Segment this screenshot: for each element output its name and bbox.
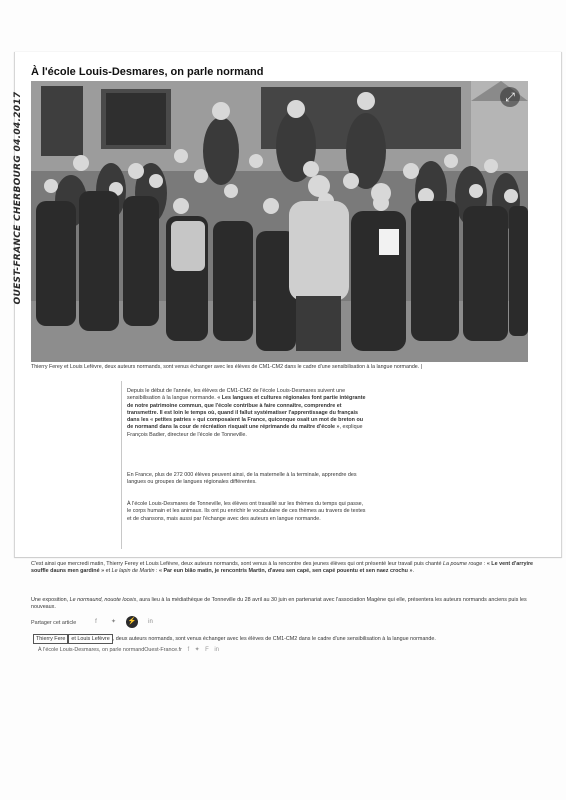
linkedin-icon[interactable]: in xyxy=(148,619,153,625)
linkedin-icon[interactable]: in xyxy=(214,647,219,653)
share-bar xyxy=(31,618,153,626)
paragraph-intro: Depuis le début de l'année, les élèves de CM1-CM2 de l'école Louis-Desmares suivent une sensibilisation à la langue normande. « Les langues et cultures régionales font partie intégrante de notre patrimoine commun, que l'école contribue à faire connaître, comprendre et transmettre. Il est loin le temps où, quand il fallut systématiser l'apprentissage du français dans les « petites patries » qui composaient la France, quiconque osait un mot de breton ou de normand dans la cour de récréation risquait une réprimande du maître d'école », explique François Badier, directeur de l'école de Tonneville. xyxy=(127,388,366,438)
people-caption: Thierry Fere et Louis Lefèvre , deux auteurs normands, sont venus échanger avec les élèves de CM1-CM2 dans le cadre d'une sensibilisation à la langue normande. xyxy=(33,634,436,644)
expand-icon[interactable]: ⤢ xyxy=(500,87,520,107)
article-title: À l'école Louis-Desmares, on parle normand xyxy=(31,66,264,78)
messenger-icon[interactable]: ⚡ xyxy=(126,616,138,628)
twitter-icon[interactable]: ✦ xyxy=(110,619,117,625)
article-body xyxy=(121,381,370,549)
paragraph-school: À l'école Louis-Desmares de Tonneville, les élèves ont travaillé sur les thèmes du temps qui passe, le corps humain et les animaux. Ils ont pu enrichir le vocabulaire de ces thèmes au travers de textes et de chansons, mais aussi par l'échange avec des auteurs en langue normande. xyxy=(127,501,366,522)
facebook-icon[interactable]: f xyxy=(95,619,97,625)
quote: « Les langues et cultures régionales font partie intégrante de notre patrimoine commun, que l'école contribue à faire connaître, comprendre et transmettre. Il est loin le temps où, quand il fallut systématiser l'apprentissage du français dans les « petites patries » qui composaient la France, quiconque osait un mot de breton ou de normand dans la cour de récréation risquait une réprimande du maître d'école » xyxy=(127,395,366,431)
photo-caption: Thierry Ferey et Louis Lefèvre, deux auteurs normands, sont venus échanger avec les élèves de CM1-CM2 dans le cadre d'une sensibilisation à la langue normande. | xyxy=(31,364,423,370)
facebook-icon[interactable]: f xyxy=(187,647,190,653)
link-louis[interactable]: et Louis Lefèvre xyxy=(68,634,112,644)
flipboard-icon[interactable]: F xyxy=(205,647,209,653)
paragraph-exhibition: Une exposition, Le normaund, nouote loceis, aura lieu à la médiathèque de Tonneville du 28 avril au 30 juin en partenariat avec l'association Magène qui elle, présentera les auteurs normands anciens puis les nouveaux. xyxy=(31,597,527,611)
paragraph-stats: En France, plus de 272 000 élèves peuvent ainsi, de la maternelle à la terminale, apprendre des langues ou groupes de langues régionales différentes. xyxy=(127,472,357,486)
share-label: Partager cet article xyxy=(31,620,77,626)
class-photo xyxy=(31,81,528,362)
twitter-icon[interactable]: ✦ xyxy=(194,647,200,653)
link-thierry[interactable]: Thierry Fere xyxy=(33,634,68,644)
paragraph-songs: C'est ainsi que mercredi matin, Thierry Ferey et Louis Lefèvre, deux auteurs normands, sont venus à la rencontre des jeunes élèves qui ont présenté leur travail puis chanté La poume rouge : « Le vent d'arryire souffle dauns men gardiné » et Le lapin de Martin : « Par eun biâo matin, je rencontris Martin, d'aveu sen capé, sen capé pouentu et sen naez crochu ». xyxy=(31,561,534,575)
source-line: À l'école Louis-Desmares, on parle normandOuest-France.fr f ✦ F in xyxy=(38,647,219,653)
annotation-text: OUEST-FRANCE CHERBOURG 04.04.2017 xyxy=(13,91,23,305)
